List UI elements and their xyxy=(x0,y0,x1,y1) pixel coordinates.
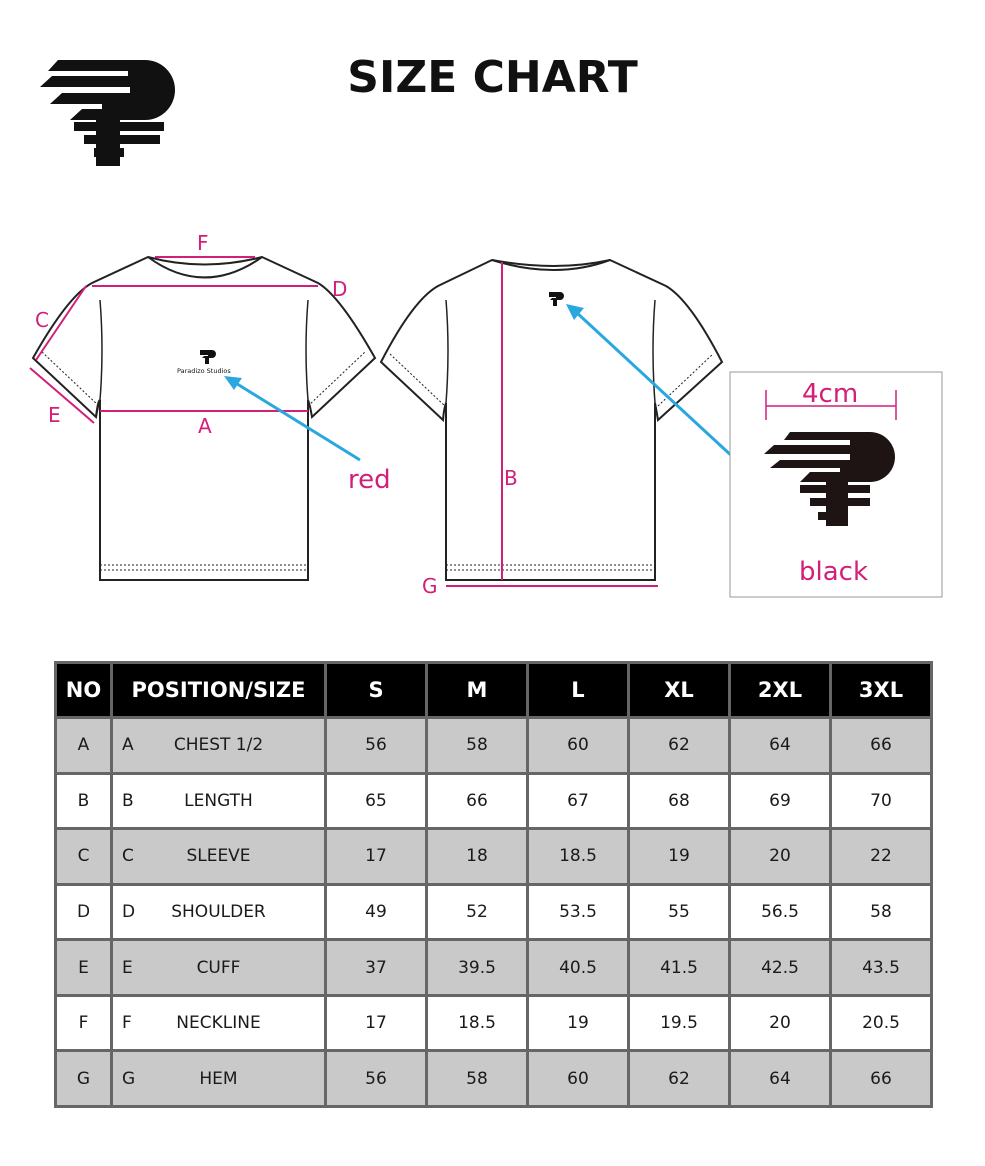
table-row xyxy=(56,940,932,996)
header-size-m: M xyxy=(427,663,528,718)
header-size-2xl: 2XL xyxy=(730,663,831,718)
cell-3xl: 43.5 xyxy=(831,940,932,996)
size-chart-table xyxy=(54,661,933,1108)
cell-l: 19 xyxy=(528,995,629,1051)
cell-l: 67 xyxy=(528,773,629,829)
cell-m: 18 xyxy=(427,829,528,885)
cell-s: 17 xyxy=(326,829,427,885)
front-callout-arrow xyxy=(224,376,360,460)
cell-l: 40.5 xyxy=(528,940,629,996)
cell-l: 60 xyxy=(528,718,629,774)
label-b: B xyxy=(504,466,518,490)
label-g: G xyxy=(422,574,438,598)
cell-2xl: 20 xyxy=(730,829,831,885)
back-tshirt xyxy=(381,260,722,580)
cell-xl: 62 xyxy=(629,718,730,774)
row-letter: A xyxy=(122,735,134,756)
row-letter: D xyxy=(122,901,136,922)
row-position xyxy=(112,1051,326,1107)
row-letter: B xyxy=(122,790,134,811)
front-print-logo-icon xyxy=(200,350,216,364)
row-no: D xyxy=(56,884,112,940)
cell-l: 18.5 xyxy=(528,829,629,885)
row-measure-name: CHEST 1/2 xyxy=(173,735,264,756)
cell-l: 53.5 xyxy=(528,884,629,940)
row-position xyxy=(112,773,326,829)
cell-xl: 55 xyxy=(629,884,730,940)
cell-m: 58 xyxy=(427,1051,528,1107)
row-no: A xyxy=(56,718,112,774)
cell-2xl: 69 xyxy=(730,773,831,829)
cell-m: 66 xyxy=(427,773,528,829)
table-row xyxy=(56,884,932,940)
cell-s: 17 xyxy=(326,995,427,1051)
label-f-front: F xyxy=(197,231,209,255)
cell-2xl: 42.5 xyxy=(730,940,831,996)
callout-red: red xyxy=(348,465,391,495)
row-position xyxy=(112,884,326,940)
cell-2xl: 56.5 xyxy=(730,884,831,940)
cell-s: 56 xyxy=(326,1051,427,1107)
cell-s: 37 xyxy=(326,940,427,996)
cell-xl: 68 xyxy=(629,773,730,829)
cell-s: 49 xyxy=(326,884,427,940)
cell-2xl: 64 xyxy=(730,1051,831,1107)
header-size-3xl: 3XL xyxy=(831,663,932,718)
label-a: A xyxy=(198,414,212,438)
table-row xyxy=(56,995,932,1051)
cell-xl: 41.5 xyxy=(629,940,730,996)
cell-2xl: 20 xyxy=(730,995,831,1051)
inset-measure-label: 4cm xyxy=(802,379,859,409)
table-row xyxy=(56,1051,932,1107)
table-row xyxy=(56,773,932,829)
header-size-s: S xyxy=(326,663,427,718)
row-measure-name: NECKLINE xyxy=(176,1013,261,1034)
header-no: NO xyxy=(56,663,112,718)
callout-black: black xyxy=(799,557,869,587)
cell-m: 39.5 xyxy=(427,940,528,996)
row-measure-name: CUFF xyxy=(196,957,241,978)
header-size-xl: XL xyxy=(629,663,730,718)
row-position xyxy=(112,829,326,885)
row-measure-name: SHOULDER xyxy=(171,901,266,922)
row-no: F xyxy=(56,995,112,1051)
header-size-l: L xyxy=(528,663,629,718)
row-measure-name: SLEEVE xyxy=(186,846,251,867)
front-print-label: Paradizo Studios xyxy=(177,367,231,375)
row-letter: G xyxy=(122,1068,136,1089)
back-callout-arrow xyxy=(566,304,734,458)
label-c: C xyxy=(35,308,49,332)
row-no: E xyxy=(56,940,112,996)
cell-3xl: 70 xyxy=(831,773,932,829)
cell-xl: 19 xyxy=(629,829,730,885)
row-measure-name: HEM xyxy=(199,1068,238,1089)
row-position xyxy=(112,995,326,1051)
row-letter: F xyxy=(122,1013,132,1034)
cell-s: 56 xyxy=(326,718,427,774)
row-measure-name: LENGTH xyxy=(184,790,253,811)
row-no: G xyxy=(56,1051,112,1107)
cell-l: 60 xyxy=(528,1051,629,1107)
cell-xl: 19.5 xyxy=(629,995,730,1051)
cell-3xl: 22 xyxy=(831,829,932,885)
row-position xyxy=(112,940,326,996)
header-position-size: POSITION/SIZE xyxy=(112,663,326,718)
label-d: D xyxy=(332,277,348,301)
cell-3xl: 58 xyxy=(831,884,932,940)
cell-3xl: 66 xyxy=(831,1051,932,1107)
row-no: B xyxy=(56,773,112,829)
cell-m: 58 xyxy=(427,718,528,774)
tshirt-measurement-diagram xyxy=(0,220,985,610)
row-position xyxy=(112,718,326,774)
cell-3xl: 20.5 xyxy=(831,995,932,1051)
back-print-logo-icon xyxy=(549,292,564,306)
table-header-row xyxy=(56,663,932,718)
row-letter: E xyxy=(122,957,133,978)
table-row xyxy=(56,829,932,885)
cell-s: 65 xyxy=(326,773,427,829)
cell-m: 18.5 xyxy=(427,995,528,1051)
cell-xl: 62 xyxy=(629,1051,730,1107)
row-no: C xyxy=(56,829,112,885)
cell-m: 52 xyxy=(427,884,528,940)
row-letter: C xyxy=(122,846,134,867)
cell-3xl: 66 xyxy=(831,718,932,774)
cell-2xl: 64 xyxy=(730,718,831,774)
table-row xyxy=(56,718,932,774)
page-title: SIZE CHART xyxy=(347,52,638,103)
label-e: E xyxy=(48,403,61,427)
